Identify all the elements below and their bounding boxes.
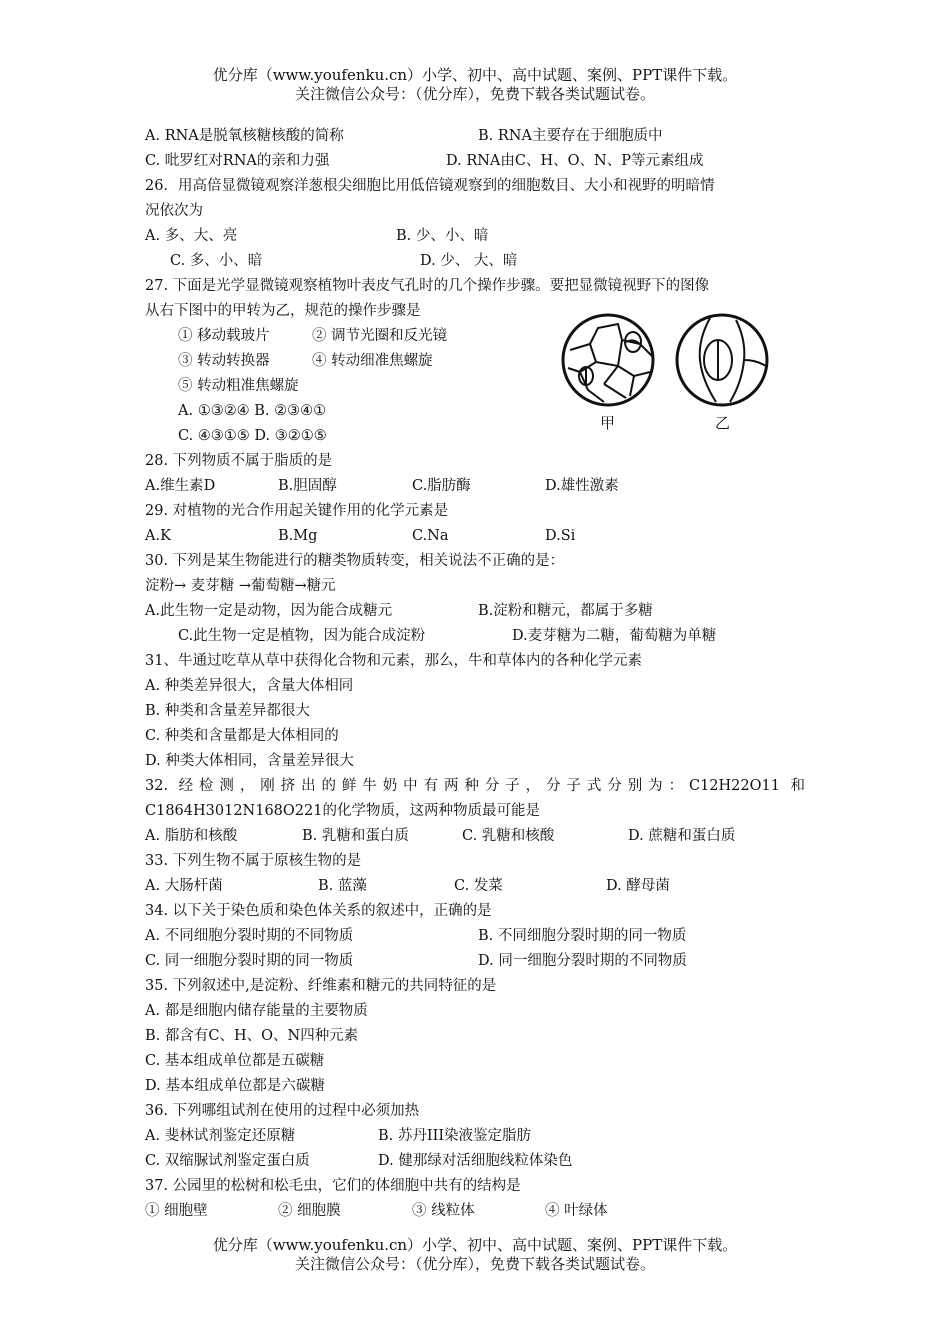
q32-stem-2: C1864H3012N168O221的化学物质，这两种物质最可能是 [145,803,540,819]
q26-option-b: B. 少、小、暗 [396,228,489,244]
q27-step-1: ① 移动载玻片 [178,328,270,344]
q37-option-1: ① 细胞壁 [145,1203,208,1219]
q27-stem-2: 从右下图中的甲转为乙，规范的操作步骤是 [145,303,421,319]
q37-option-4: ④ 叶绿体 [545,1203,608,1219]
q30-option-b: B.淀粉和糖元，都属于多糖 [478,603,653,619]
q36-option-a: A. 斐林试剂鉴定还原糖 [145,1128,296,1144]
page-header [0,66,950,104]
q27-options-cd: C. ④③①⑤ D. ③②①⑤ [178,428,327,444]
q27-step-5: ⑤ 转动粗准焦螺旋 [178,378,299,394]
q27-step-4: ④ 转动细准焦螺旋 [312,353,433,369]
field-jia [563,315,653,405]
q28-option-c: C.脂肪酶 [412,478,471,494]
q37-stem: 37. 公园里的松树和松毛虫，它们的体细胞中共有的结构是 [145,1178,521,1194]
q28-stem: 28. 下列物质不属于脂质的是 [145,453,333,469]
q26-stem-1: 26．用高倍显微镜观察洋葱根尖细胞比用低倍镜观察到的细胞数目、大小和视野的明暗情 [145,178,715,194]
q32-stem-1: 32. 经检测，刚挤出的鲜牛奶中有两种分子，分子式分别为：C12H22O11 和 [145,778,805,794]
q31-option-d: D. 种类大体相同，含量差异很大 [145,753,354,769]
q35-option-c: C. 基本组成单位都是五碳糖 [145,1053,325,1069]
q31-option-b: B. 种类和含量差异都很大 [145,703,310,719]
q33-stem: 33. 下列生物不属于原核生物的是 [145,853,362,869]
q33-option-a: A. 大肠杆菌 [145,878,223,894]
q26-option-a: A. 多、大、亮 [145,228,238,244]
q34-option-b: B. 不同细胞分裂时期的同一物质 [478,928,687,944]
q27-stem-1: 27. 下面是光学显微镜观察植物叶表皮气孔时的几个操作步骤。要把显微镜视野下的图像 [145,278,710,294]
header-line-2: 关注微信公众号：（优分库），免费下载各类试题试卷。 [294,85,655,103]
q29-option-a: A.K [145,528,171,544]
q36-option-b: B. 苏丹III染液鉴定脂肪 [378,1128,532,1144]
q26-option-d: D. 少、 大、暗 [420,253,518,269]
q30-option-a: A.此生物一定是动物，因为能合成糖元 [145,603,393,619]
microscope-figure [560,310,780,430]
q37-option-3: ③ 线粒体 [412,1203,475,1219]
q25-option-a: A. RNA是脱氧核糖核酸的简称 [145,128,344,144]
q30-stem: 30. 下列是某生物能进行的糖类物质转变，相关说法不正确的是： [145,553,565,569]
header-line-1: 优分库（www.youfenku.cn）小学、初中、高中试题、案例、PPT课件下载。 [212,66,738,84]
microscope-views-svg [560,310,780,430]
q28-option-b: B.胆固醇 [278,478,337,494]
q29-stem: 29. 对植物的光合作用起关键作用的化学元素是 [145,503,449,519]
q36-option-d: D. 健那绿对活细胞线粒体染色 [378,1153,573,1169]
q35-option-a: A. 都是细胞内储存能量的主要物质 [145,1003,368,1019]
q25-option-c: C. 吡罗红对RNA的亲和力强 [145,153,330,169]
q36-stem: 36. 下列哪组试剂在使用的过程中必须加热 [145,1103,420,1119]
q34-option-a: A. 不同细胞分裂时期的不同物质 [145,928,354,944]
q27-options-ab: A. ①③②④ B. ②③④① [178,403,327,419]
q34-option-c: C. 同一细胞分裂时期的同一物质 [145,953,354,969]
q33-option-b: B. 蓝藻 [318,878,367,894]
q32-option-b: B. 乳糖和蛋白质 [302,828,409,844]
q31-stem: 31、牛通过吃草从草中获得化合物和元素，那么，牛和草体内的各种化学元素 [145,653,642,669]
q27-step-3: ③ 转动转换器 [178,353,270,369]
q34-option-d: D. 同一细胞分裂时期的不同物质 [478,953,687,969]
q34-stem: 34. 以下关于染色质和染色体关系的叙述中，正确的是 [145,903,492,919]
q37-option-2: ② 细胞膜 [278,1203,341,1219]
q25-option-d: D. RNA由C、H、O、N、P等元素组成 [446,153,704,169]
q25-option-b: B. RNA主要存在于细胞质中 [478,128,663,144]
q33-option-d: D. 酵母菌 [606,878,670,894]
fig-label-yi: 乙 [715,414,731,430]
q27-step-2: ② 调节光圈和反光镜 [312,328,448,344]
q32-option-a: A. 脂肪和核酸 [145,828,238,844]
q32-option-d: D. 蔗糖和蛋白质 [628,828,736,844]
q29-option-c: C.Na [412,528,449,544]
q35-option-d: D. 基本组成单位都是六碳糖 [145,1078,325,1094]
q29-option-b: B.Mg [278,528,318,544]
fig-label-jia: 甲 [600,414,616,430]
q28-option-a: A.维生素D [145,478,216,494]
q29-option-d: D.Si [545,528,576,544]
footer-line-2: 关注微信公众号：（优分库），免费下载各类试题试卷。 [294,1255,655,1273]
q33-option-c: C. 发菜 [454,878,503,894]
q35-option-b: B. 都含有C、H、O、N四种元素 [145,1028,359,1044]
page-footer [0,1236,950,1274]
q26-stem-2: 况依次为 [145,203,203,219]
q35-stem: 35. 下列叙述中,是淀粉、纤维素和糖元的共同特征的是 [145,978,497,994]
q26-option-c: C. 多、小、暗 [170,253,263,269]
footer-line-1: 优分库（www.youfenku.cn）小学、初中、高中试题、案例、PPT课件下载。 [212,1236,738,1254]
q28-option-d: D.雄性激素 [545,478,619,494]
q32-option-c: C. 乳糖和核酸 [462,828,555,844]
q36-option-c: C. 双缩脲试剂鉴定蛋白质 [145,1153,310,1169]
q30-option-d: D.麦芽糖为二糖，葡萄糖为单糖 [512,628,717,644]
field-yi [677,315,767,405]
q30-chain: 淀粉→ 麦芽糖 →葡萄糖→糖元 [145,578,336,594]
q31-option-c: C. 种类和含量都是大体相同的 [145,728,339,744]
q30-option-c: C.此生物一定是植物，因为能合成淀粉 [178,628,426,644]
q31-option-a: A. 种类差异很大，含量大体相同 [145,678,354,694]
